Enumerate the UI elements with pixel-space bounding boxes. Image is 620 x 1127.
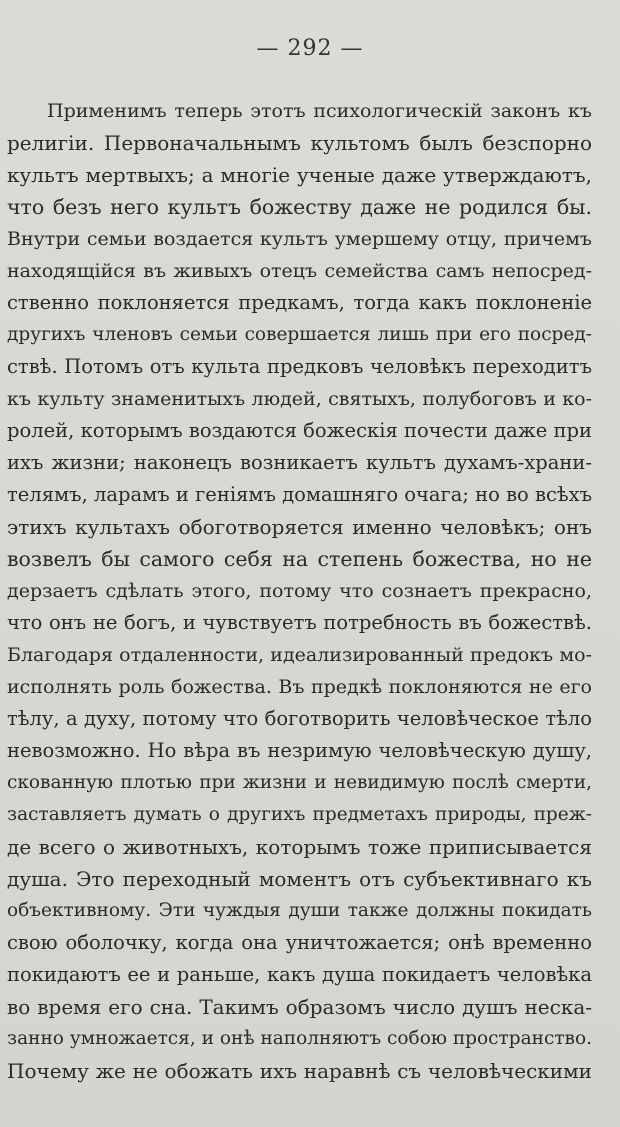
text-line: религіи. Первоначальнымъ культомъ былъ безспорно bbox=[7, 131, 592, 155]
text-line: Применимъ теперь этотъ психологическій законъ къ bbox=[47, 100, 592, 122]
text-line: дерзаетъ сдѣлать этого, потому что сознаетъ прекрасно, bbox=[7, 580, 592, 602]
text-line: невозможно. Но вѣра въ незримую человѣческую душу, bbox=[7, 739, 592, 762]
text-line: тѣлу, а духу, потому что боготворить человѣческое тѣло bbox=[7, 707, 592, 730]
text-line: Почему же не обожать ихъ наравнѣ съ человѣческими bbox=[7, 1059, 592, 1083]
text-line: де всего о животныхъ, которымъ тоже приписывается bbox=[7, 835, 592, 859]
text-line: находящійся въ живыхъ отецъ семейства самъ непосред- bbox=[7, 260, 592, 282]
text-line: свою оболочку, когда она уничтожается; онѣ временно bbox=[7, 931, 592, 954]
text-line: другихъ членовъ семьи совершается лишь при его посред- bbox=[7, 324, 592, 345]
text-line: культъ мертвыхъ; а многіе ученые даже утверждаютъ, bbox=[7, 163, 592, 187]
text-line: скованную плотью при жизни и невидимую послѣ смерти, bbox=[7, 772, 592, 793]
text-line: этихъ культахъ обоготворяется именно человѣкъ; онъ bbox=[7, 515, 592, 539]
text-line: что безъ него культъ божеству даже не родился бы. bbox=[7, 195, 592, 219]
text-line: что онъ не богъ, и чувствуетъ потребность въ божествѣ. bbox=[7, 611, 592, 634]
text-line: Внутри семьи воздается культъ умершему отцу, причемъ bbox=[7, 228, 592, 250]
body-text bbox=[7, 95, 592, 1087]
text-line: покидаютъ ее и раньше, какъ душа покидаетъ человѣка bbox=[7, 963, 592, 986]
text-line: возвелъ бы самого себя на степень божества, но не bbox=[7, 547, 592, 571]
text-line: Благодаря отдаленности, идеализированный предокъ мо- bbox=[7, 644, 592, 666]
text-line: телямъ, ларамъ и геніямъ домашняго очага; но во всѣхъ bbox=[7, 483, 592, 506]
text-line: ствѣ. Потомъ отъ культа предковъ человѣкъ переходитъ bbox=[7, 355, 592, 378]
text-line: душа. Это переходный моментъ отъ субъективнаго къ bbox=[7, 867, 592, 891]
text-line: къ культу знаменитыхъ людей, святыхъ, полубоговъ и ко- bbox=[7, 388, 592, 410]
text-line: во время его сна. Такимъ образомъ число душъ неска- bbox=[7, 995, 592, 1019]
text-line: заставляетъ думать о другихъ предметахъ природы, преж- bbox=[7, 804, 592, 825]
text-line: объективному. Эти чуждыя души также должны покидать bbox=[7, 900, 592, 921]
page-number: — 292 — bbox=[256, 36, 364, 61]
text-line: ихъ жизни; наконецъ возникаетъ культъ духамъ-храни- bbox=[7, 451, 592, 474]
text-line: ственно поклоняется предкамъ, тогда какъ поклоненіе bbox=[7, 291, 592, 314]
text-line: ролей, которымъ воздаются божескія почести даже при bbox=[7, 419, 592, 442]
text-line: исполнять роль божества. Въ предкѣ поклоняются не его bbox=[7, 676, 592, 698]
text-line: занно умножается, и онѣ наполняютъ собою пространство. bbox=[7, 1028, 592, 1049]
